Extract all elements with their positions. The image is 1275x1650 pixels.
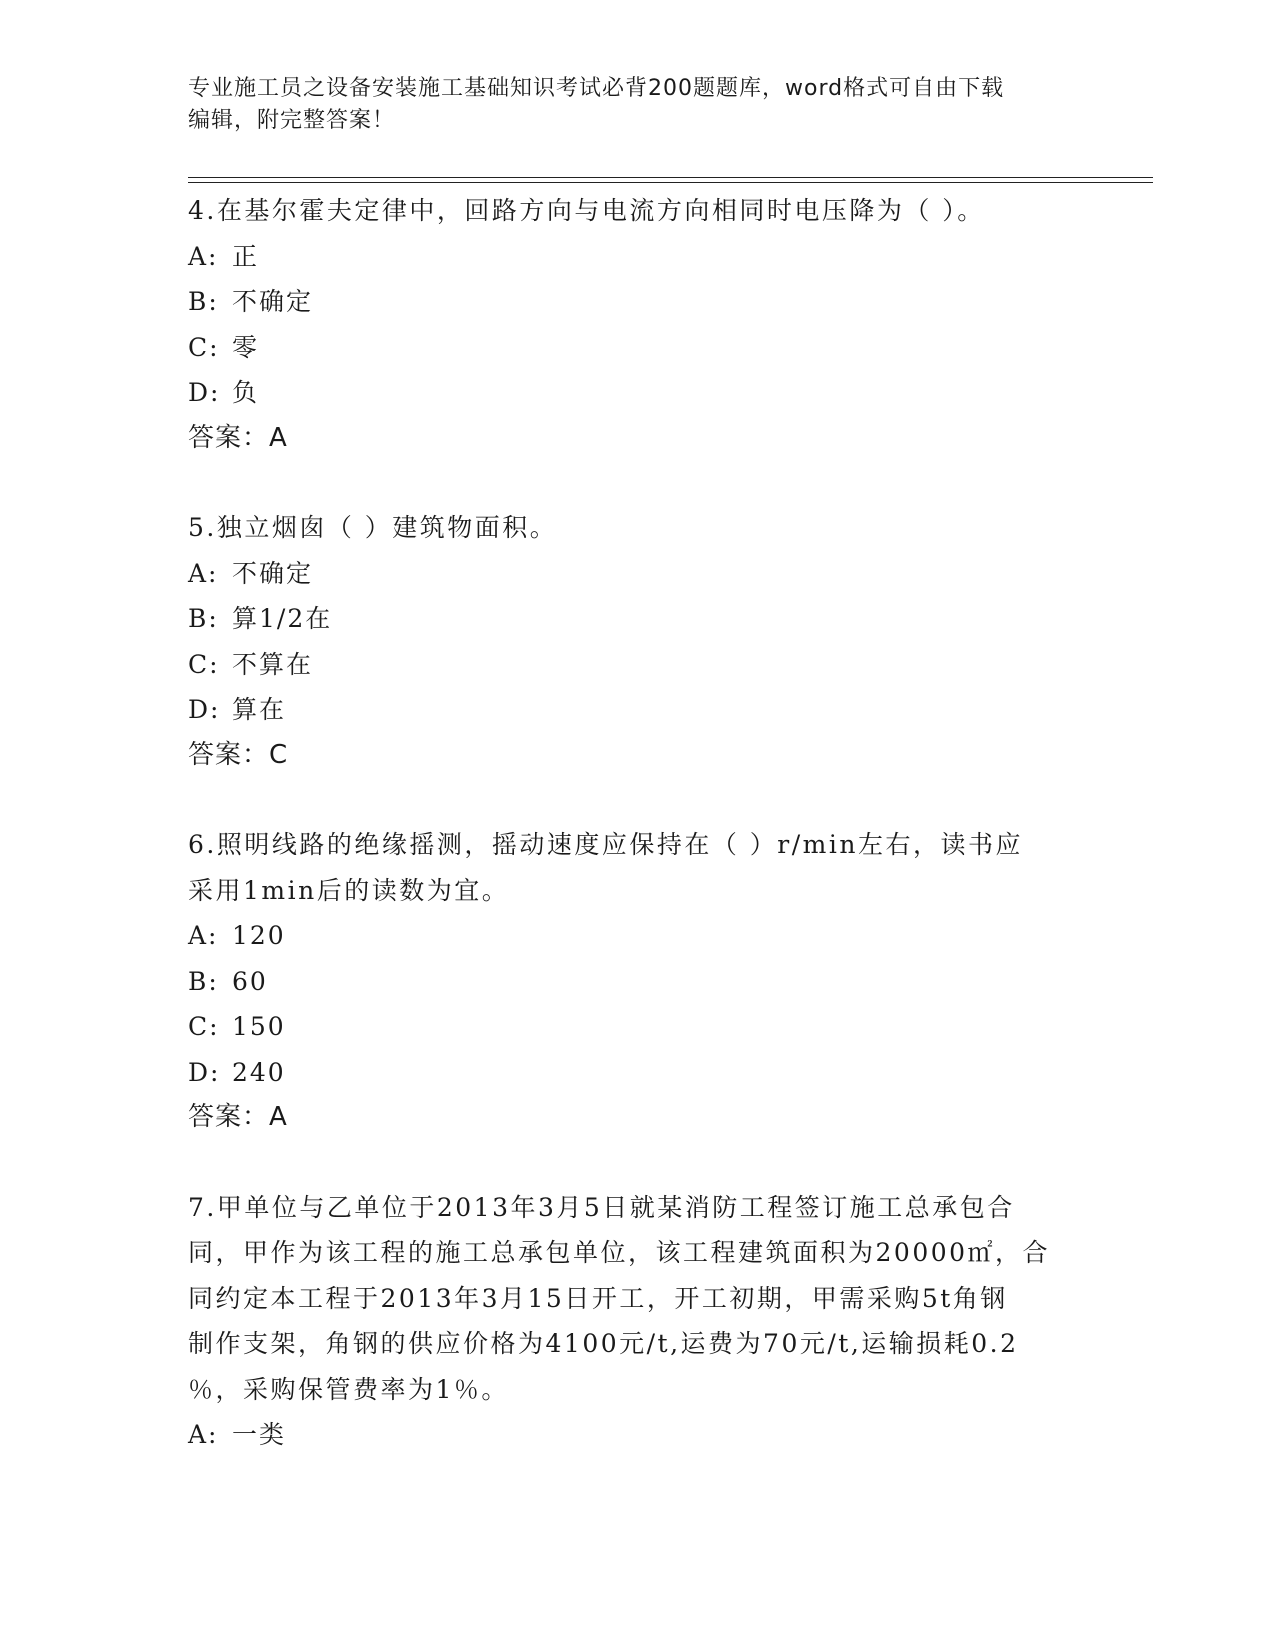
question-text: 5.独立烟囱（ ）建筑物面积。 xyxy=(188,513,558,542)
question-text-line: 7.甲单位与乙单位于2013年3月5日就某消防工程签订施工总承包合 xyxy=(188,1192,1015,1222)
option-label: B: xyxy=(188,966,219,996)
option-text: 不确定 xyxy=(232,287,314,316)
option-label: C: xyxy=(188,1012,220,1041)
question-text-line: 采用1min后的读数为宜。 xyxy=(188,875,510,905)
option-text: 不确定 xyxy=(232,558,314,588)
option-label: A: xyxy=(188,921,219,950)
option-label: C: xyxy=(188,649,220,679)
question-text-line: 制作支架，角钢的供应价格为4100元/t,运费为70元/t,运输损耗0.2 xyxy=(188,1329,1019,1358)
option-text: 60 xyxy=(232,966,268,996)
option-d xyxy=(188,1050,1088,1096)
option-b xyxy=(188,279,1088,325)
option-text: 零 xyxy=(232,332,260,362)
question-5 xyxy=(188,505,1088,778)
option-label: B: xyxy=(188,287,219,316)
option-text: 算在 xyxy=(232,695,287,724)
question-text-line: 6.照明线路的绝缘摇测，摇动速度应保持在（ ）r/min左右，读书应 xyxy=(188,830,1023,859)
question-4 xyxy=(188,188,1088,461)
option-a xyxy=(188,1412,1088,1458)
question-text: 4.在基尔霍夫定律中，回路方向与电流方向相同时电压降为（ ）。 xyxy=(188,196,985,225)
header-line-1: 专业施工员之设备安装施工基础知识考试必背200题题库，word格式可自由下载 xyxy=(188,76,1005,101)
option-d xyxy=(188,370,1088,416)
option-label: D: xyxy=(188,1057,221,1087)
question-spacer xyxy=(188,461,1088,505)
question-text-line: 同，甲作为该工程的施工总承包单位，该工程建筑面积为20000㎡，合 xyxy=(188,1238,1051,1267)
option-c xyxy=(188,1004,1088,1050)
question-7 xyxy=(188,1185,1088,1458)
answer-line: 答案：A xyxy=(188,422,288,453)
option-b xyxy=(188,596,1088,642)
option-c xyxy=(188,325,1088,371)
option-text: 150 xyxy=(232,1012,286,1041)
answer-line: 答案：A xyxy=(188,1102,288,1132)
option-text: 一类 xyxy=(232,1420,287,1449)
option-text: 负 xyxy=(232,378,260,407)
option-label: A: xyxy=(188,1420,219,1449)
option-label: D: xyxy=(188,378,221,407)
option-c xyxy=(188,642,1088,688)
option-text: 正 xyxy=(232,241,260,271)
option-text: 算1/2在 xyxy=(232,604,333,633)
question-text-line: ％，采购保管费率为1％。 xyxy=(188,1374,509,1404)
option-label: A: xyxy=(188,241,219,271)
option-text: 不算在 xyxy=(232,649,314,679)
header-divider-top xyxy=(188,177,1153,178)
option-label: D: xyxy=(188,695,221,724)
option-text: 240 xyxy=(232,1057,286,1087)
option-label: A: xyxy=(188,558,219,588)
option-a xyxy=(188,913,1088,959)
option-text: 120 xyxy=(232,921,286,950)
answer-line: 答案：C xyxy=(188,739,289,770)
header-divider-bottom xyxy=(188,182,1153,183)
option-a xyxy=(188,551,1088,597)
option-label: B: xyxy=(188,604,219,633)
question-spacer xyxy=(188,1141,1088,1185)
header-line-2: 编辑，附完整答案！ xyxy=(188,108,396,133)
option-a xyxy=(188,234,1088,280)
question-spacer xyxy=(188,778,1088,822)
question-6 xyxy=(188,822,1088,1141)
question-list xyxy=(188,188,1088,1458)
option-d xyxy=(188,687,1088,733)
option-b xyxy=(188,959,1088,1005)
document-header xyxy=(188,73,1068,137)
option-label: C: xyxy=(188,332,220,362)
question-text-line: 同约定本工程于2013年3月15日开工，开工初期，甲需采购5t角钢 xyxy=(188,1283,1008,1313)
